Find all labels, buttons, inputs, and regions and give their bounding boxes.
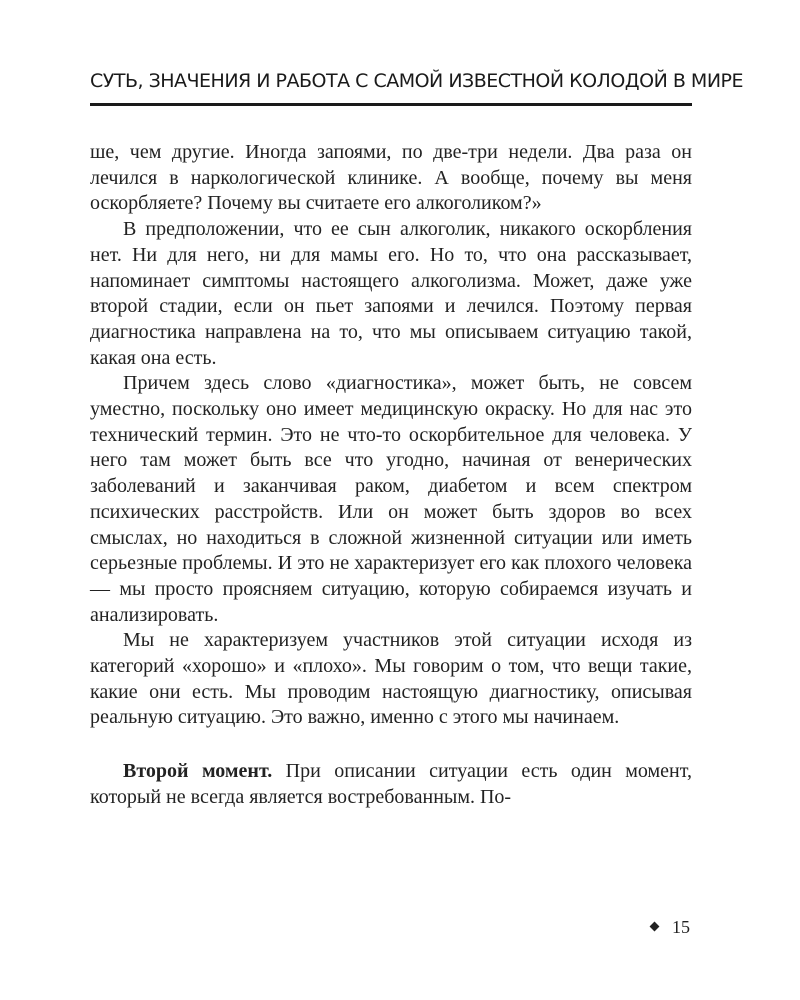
diamond-ornament-icon: [650, 922, 660, 932]
paragraph-5-text: При описании ситуации есть один момент, который не всегда является востребованным. По-: [90, 760, 692, 808]
page-footer: [651, 917, 690, 938]
paragraph-5: [90, 759, 692, 810]
paragraph-2: В предположении, что ее сын алкоголик, никакого оскорбления нет. Ни для него, ни для мамы его. Но то, что она рассказывает, напоминает симптомы настоящего алкоголизма. Может, даже уже второй стадии, если он пьет запоями и лечился. Поэтому первая диагностика направлена на то, что мы описываем ситуацию такой, какая она есть.: [90, 218, 692, 369]
paragraph-1: ше, чем другие. Иногда запоями, по две-три недели. Два раза он лечился в наркологической клинике. А вообще, почему вы меня оскорбляете? Почему вы считаете его алкоголиком?»: [90, 141, 692, 215]
page-number: 15: [672, 917, 690, 937]
page-body: [90, 140, 692, 811]
running-head: СУТЬ, ЗНАЧЕНИЯ И РАБОТА С САМОЙ ИЗВЕСТНОЙ КОЛОДОЙ В МИРЕ: [90, 70, 743, 92]
paragraph-3: Причем здесь слово «диагностика», может быть, не совсем уместно, поскольку оно имеет медицинскую окраску. Но для нас это технический термин. Это не что-то оскорбительное для человека. У него там может быть все что угодно, начиная от венерических заболеваний и заканчивая раком, диабетом и всем спектром психических расстройств. Или он может быть здоров во всех смыслах, но находиться в сложной жизненной ситуации или иметь серьезные проблемы. И это не характеризует его как плохого человека — мы просто проясняем ситуацию, которую собираемся изучать и анализировать.: [90, 372, 692, 626]
section-lead: Второй момент.: [123, 760, 273, 783]
header-rule: [90, 103, 692, 106]
paragraph-4: Мы не характеризуем участников этой ситуации исходя из категорий «хорошо» и «плохо». Мы говорим о том, что вещи такие, какие они есть. Мы проводим настоящую диагностику, описывая реальную ситуацию. Это важно, именно с этого мы начинаем.: [90, 629, 692, 729]
